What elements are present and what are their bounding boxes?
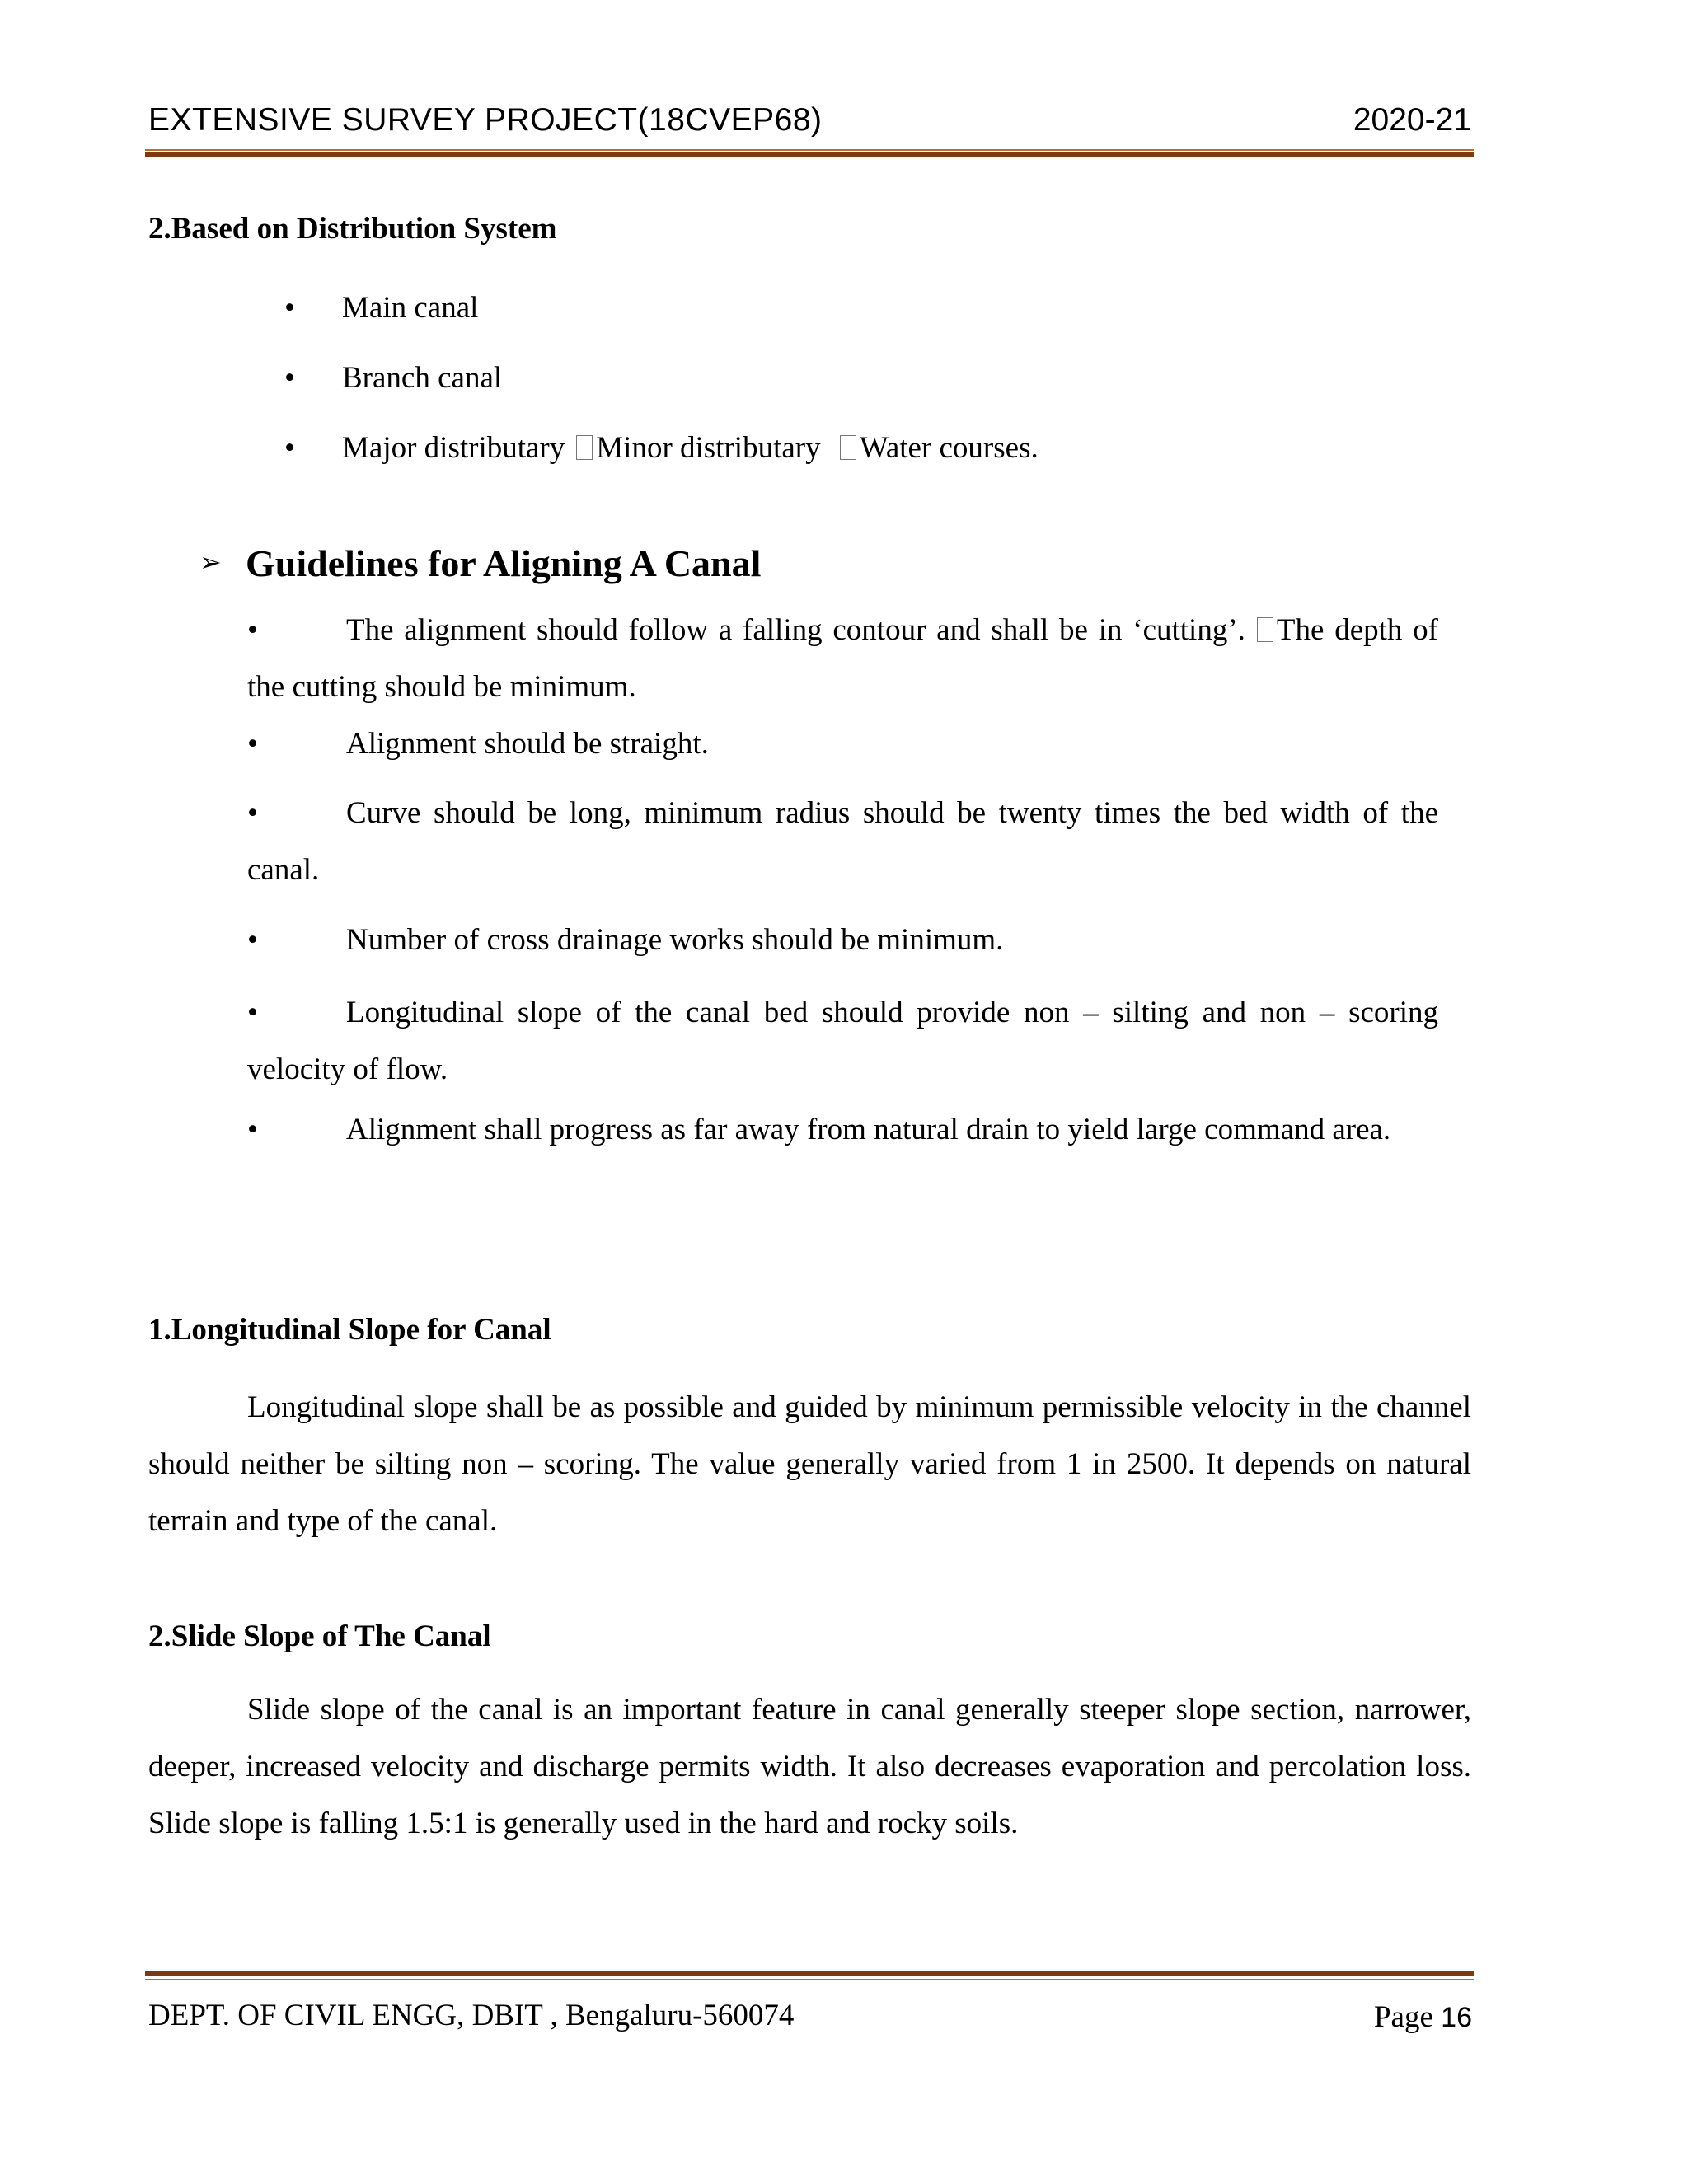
- footer-rule: [145, 1971, 1474, 1976]
- guideline-item: • Curve should be long, minimum radius should be twenty times the bed width of the canal.: [247, 785, 1438, 898]
- bullet-icon: •: [247, 923, 258, 957]
- page-number: Page 16: [1373, 2000, 1472, 2034]
- bullet-icon: •: [247, 613, 258, 647]
- footer-rule-thin: [145, 1979, 1474, 1980]
- section-heading-distribution: 2.Based on Distribution System: [148, 212, 557, 246]
- arrow-bullet-icon: ➢: [199, 547, 222, 577]
- bullet-icon: •: [284, 361, 295, 395]
- bullet-icon: •: [247, 996, 258, 1029]
- section-heading-longitudinal: 1.Longitudinal Slope for Canal: [148, 1313, 551, 1347]
- header-rule-thin: [145, 149, 1474, 151]
- academic-year: 2020-21: [1353, 102, 1471, 138]
- bullet-icon: •: [284, 291, 295, 325]
- bullet-icon: •: [284, 431, 295, 465]
- bullet-icon: •: [247, 1113, 258, 1146]
- missing-glyph-icon: [1257, 617, 1273, 642]
- missing-glyph-icon: [576, 435, 593, 460]
- paragraph-longitudinal: Longitudinal slope shall be as possible and guided by minimum permissible velocity in the channel should neither be silting non – scoring. The value generally varied from 1 in 2500. It depends on natural terrain and type of the canal.: [148, 1390, 1471, 1538]
- bullet-icon: •: [247, 796, 258, 830]
- guideline-item: • Alignment shall progress as far away from natural drain to yield large command area.: [247, 1101, 1438, 1158]
- guideline-item: • The alignment should follow a falling contour and shall be in ‘cutting’. The depth of the cutting should be minimum.: [247, 602, 1438, 715]
- guideline-item: • Number of cross drainage works should be minimum.: [247, 912, 1438, 968]
- guideline-item: • Alignment should be straight.: [247, 715, 1438, 772]
- section-heading-side-slope: 2.Slide Slope of The Canal: [148, 1619, 491, 1653]
- page-header: [148, 97, 1471, 147]
- missing-glyph-icon: [840, 435, 856, 460]
- footer-department: DEPT. OF CIVIL ENGG, DBIT , Bengaluru-560074: [148, 1999, 795, 2032]
- document-title: EXTENSIVE SURVEY PROJECT(18CVEP68): [148, 102, 823, 138]
- guideline-item: • Longitudinal slope of the canal bed should provide non – silting and non – scoring velocity of flow.: [247, 984, 1438, 1098]
- paragraph-side-slope: Slide slope of the canal is an important feature in canal generally steeper slope section, narrower, deeper, increased velocity and discharge permits width. It also decreases evaporation and percolation loss. Slide slope is falling 1.5:1 is generally used in the hard and rocky soils.: [148, 1693, 1471, 1840]
- bullet-icon: •: [247, 727, 258, 761]
- header-rule: [145, 152, 1474, 157]
